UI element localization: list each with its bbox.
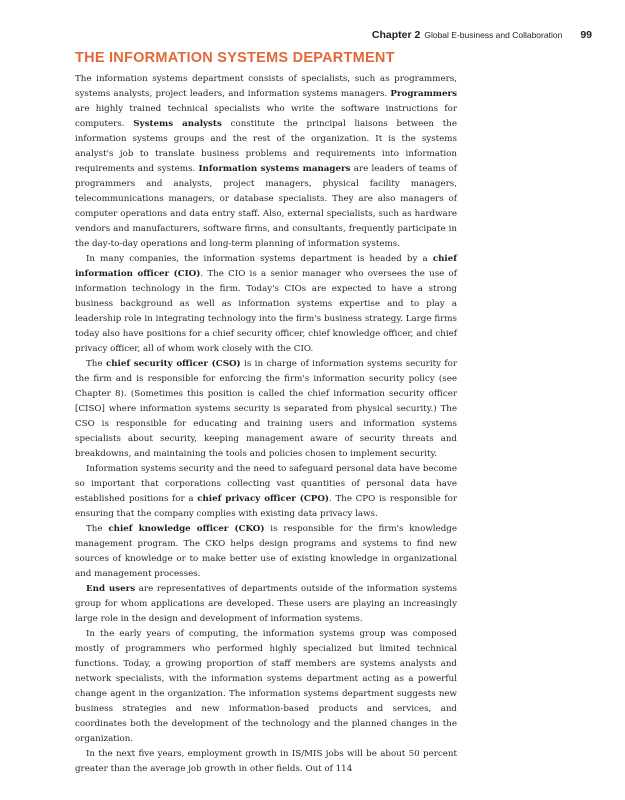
paragraph-2 — [75, 252, 457, 357]
term-cko: chief knowledge officer (CKO) — [108, 524, 265, 534]
term-cso: chief security officer (CSO) — [105, 359, 241, 369]
text-span: are highly trained technical specialists who write the software instructions for computers. — [75, 104, 457, 129]
paragraph-5 — [75, 522, 457, 582]
term-cpo: chief privacy officer (CPO) — [197, 494, 330, 504]
text-span: are representatives of departments outside of the information systems group for whom applications are developed. These users are playing an increasingly large role in the design and development of information systems. — [75, 584, 457, 624]
chapter-title: Global E-business and Collaboration — [424, 30, 563, 40]
paragraph-4 — [75, 462, 457, 522]
paragraph-1 — [75, 72, 457, 252]
text-span: are leaders of teams of programmers and analysts, project managers, physical facility managers, telecommunications managers, or database specialists. They are also managers of computer operations and data entry staff. Also, external specialists, such as hardware vendors and manufacturers, software firms, and consultants, frequently participate in the day-to-day operations and long-term planning of information systems. — [75, 164, 457, 249]
chapter-label: Chapter 2 — [371, 29, 421, 41]
text-span: . The CIO is a senior manager who oversees the use of information technology in the firm. Today's CIOs are expected to have a strong business background as well as information systems expertise and to play a leadership role in integrating technology into the firm's business strategy. Large firms today also have positions for a chief security officer, chief knowledge officer, and chief privacy officer, all of whom work closely with the CIO. — [75, 269, 458, 354]
term-end-users: End users — [86, 584, 136, 594]
text-span: The — [86, 359, 106, 369]
text-span: The information systems department consists of specialists, such as programmers, systems analysts, project leaders, and information systems managers. — [75, 74, 457, 99]
text-span: In the next five years, employment growth in IS/MIS jobs will be about 50 percent greater than the average job growth in other fields. Out of 114 — [75, 749, 457, 774]
text-span: The — [86, 524, 109, 534]
term-cio: chief information officer (CIO) — [75, 254, 457, 279]
text-span: Information systems security and the need to safeguard personal data have become so important that corporations collecting vast quantities of personal data have established positions for a — [75, 464, 457, 504]
term-systems-analysts: Systems analysts — [133, 119, 222, 129]
section-title: THE INFORMATION SYSTEMS DEPARTMENT — [75, 50, 395, 66]
term-information-systems-managers: Information systems managers — [198, 164, 351, 174]
page-number: 99 — [580, 29, 592, 41]
text-span: is in charge of information systems security for the firm and is responsible for enforcing the firm's information security policy (see Chapter 8). (Sometimes this position is called the chief information security officer [CISO] where information systems security is separated from physical security.) The CSO is responsible for educating and training users and information systems specialists about security, keeping management aware of security threats and breakdowns, and maintaining the tools and policies chosen to implement security. — [75, 359, 457, 459]
running-header — [372, 25, 592, 43]
paragraph-8 — [75, 747, 457, 777]
body-text — [75, 72, 457, 777]
term-programmers: Programmers — [390, 89, 457, 99]
text-span: In many companies, the information systems department is headed by a — [86, 254, 433, 264]
paragraph-7 — [75, 627, 457, 747]
text-span: . The CPO is responsible for ensuring that the company complies with existing data privacy laws. — [75, 494, 457, 519]
text-span: In the early years of computing, the information systems group was composed mostly of programmers who performed highly specialized but limited technical functions. Today, a growing proportion of staff members are systems analysts and network specialists, with the information systems department acting as a powerful change agent in the organization. The information systems department suggests new business strategies and new information-based products and services, and coordinates both the development of the technology and the planned changes in the organization. — [75, 629, 457, 744]
paragraph-3 — [75, 357, 457, 462]
paragraph-6 — [75, 582, 457, 627]
text-span: constitute the principal liaisons between the information systems groups and the rest of the organization. It is the systems analyst's job to translate business problems and requirements into information requirements and systems. — [75, 119, 457, 174]
text-span: is responsible for the firm's knowledge management program. The CKO helps design programs and systems to find new sources of knowledge or to make better use of existing knowledge in organizational and management processes. — [75, 524, 457, 579]
